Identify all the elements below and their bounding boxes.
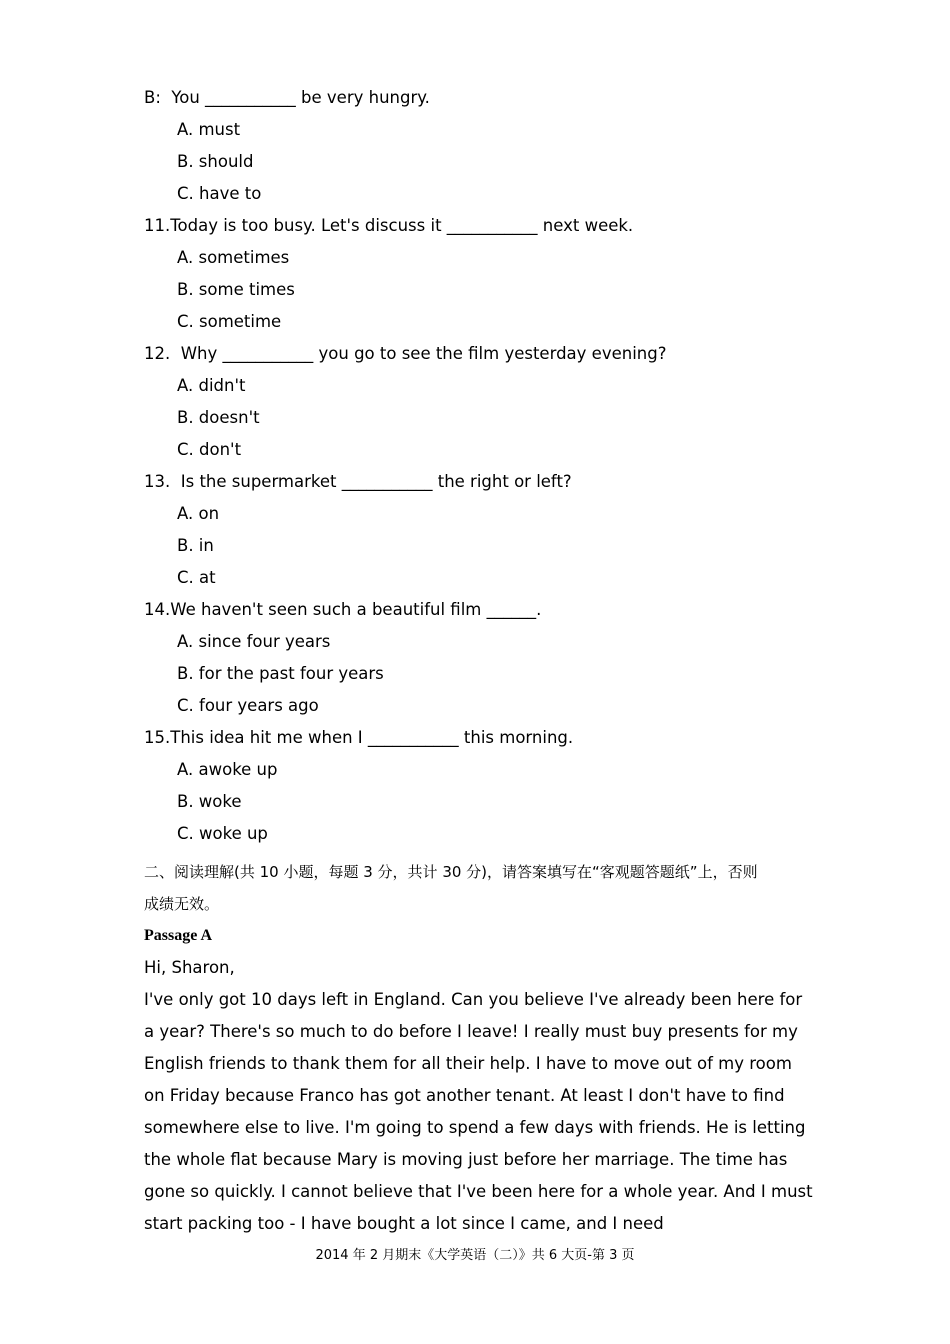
- option-a: A. on: [177, 504, 220, 523]
- passage-greeting: Hi, Sharon,: [144, 958, 235, 977]
- question-stem: 11.Today is too busy. Let's discuss it ___________ next week.: [144, 216, 634, 235]
- option-b: B. for the past four years: [177, 664, 384, 683]
- option-c: C. have to: [177, 184, 262, 203]
- question-block: [144, 338, 814, 466]
- section-instruction-line2: 成绩无效。: [144, 895, 220, 913]
- section-heading: [144, 856, 814, 920]
- option-b: B. woke: [177, 792, 242, 811]
- passage-title: Passage A: [144, 927, 212, 944]
- option-a: A. must: [177, 120, 241, 139]
- option-b: B. some times: [177, 280, 295, 299]
- option-b: B. should: [177, 152, 254, 171]
- question-block: [144, 594, 814, 722]
- option-a: A. didn't: [177, 376, 246, 395]
- question-stem: 14.We haven't seen such a beautiful film ______.: [144, 600, 542, 619]
- option-c: C. woke up: [177, 824, 268, 843]
- option-c: C. four years ago: [177, 696, 319, 715]
- option-b: B. doesn't: [177, 408, 260, 427]
- question-block: [144, 210, 814, 338]
- question-stem: 13. Is the supermarket ___________ the right or left?: [144, 472, 572, 491]
- question-stem: 12. Why ___________ you go to see the film yesterday evening?: [144, 344, 667, 363]
- page-footer: 2014 年 2 月期末《大学英语（二）》共 6 大页-第 3 页: [315, 1248, 635, 1263]
- option-a: A. since four years: [177, 632, 331, 651]
- question-block: [144, 722, 814, 850]
- question-block: [144, 466, 814, 594]
- option-c: C. don't: [177, 440, 242, 459]
- option-c: C. sometime: [177, 312, 282, 331]
- question-stem: 15.This idea hit me when I ___________ this morning.: [144, 728, 574, 747]
- question-block: [144, 82, 814, 210]
- option-b: B. in: [177, 536, 214, 555]
- option-a: A. sometimes: [177, 248, 290, 267]
- passage-body: I've only got 10 days left in England. Can you believe I've already been here for a year? There's so much to do before I leave! I really must buy presents for my English friends to thank them for all their help. I have to move out of my room on Friday because Franco has got another tenant. At least I don't have to find somewhere else to live. I'm going to spend a few days with friends. He is letting the whole flat because Mary is moving just before her marriage. The time has gone so quickly. I cannot believe that I've been here for a whole year. And I must start packing too - I have bought a lot since I came, and I need: [144, 990, 813, 1233]
- option-a: A. awoke up: [177, 760, 278, 779]
- question-stem: B: You ___________ be very hungry.: [144, 88, 430, 107]
- section-instruction-line1: 二、阅读理解(共 10 小题，每题 3 分，共计 30 分)，请答案填写在“客观题答题纸”上，否则: [144, 863, 758, 881]
- option-c: C. at: [177, 568, 216, 587]
- exam-page: [144, 82, 814, 1240]
